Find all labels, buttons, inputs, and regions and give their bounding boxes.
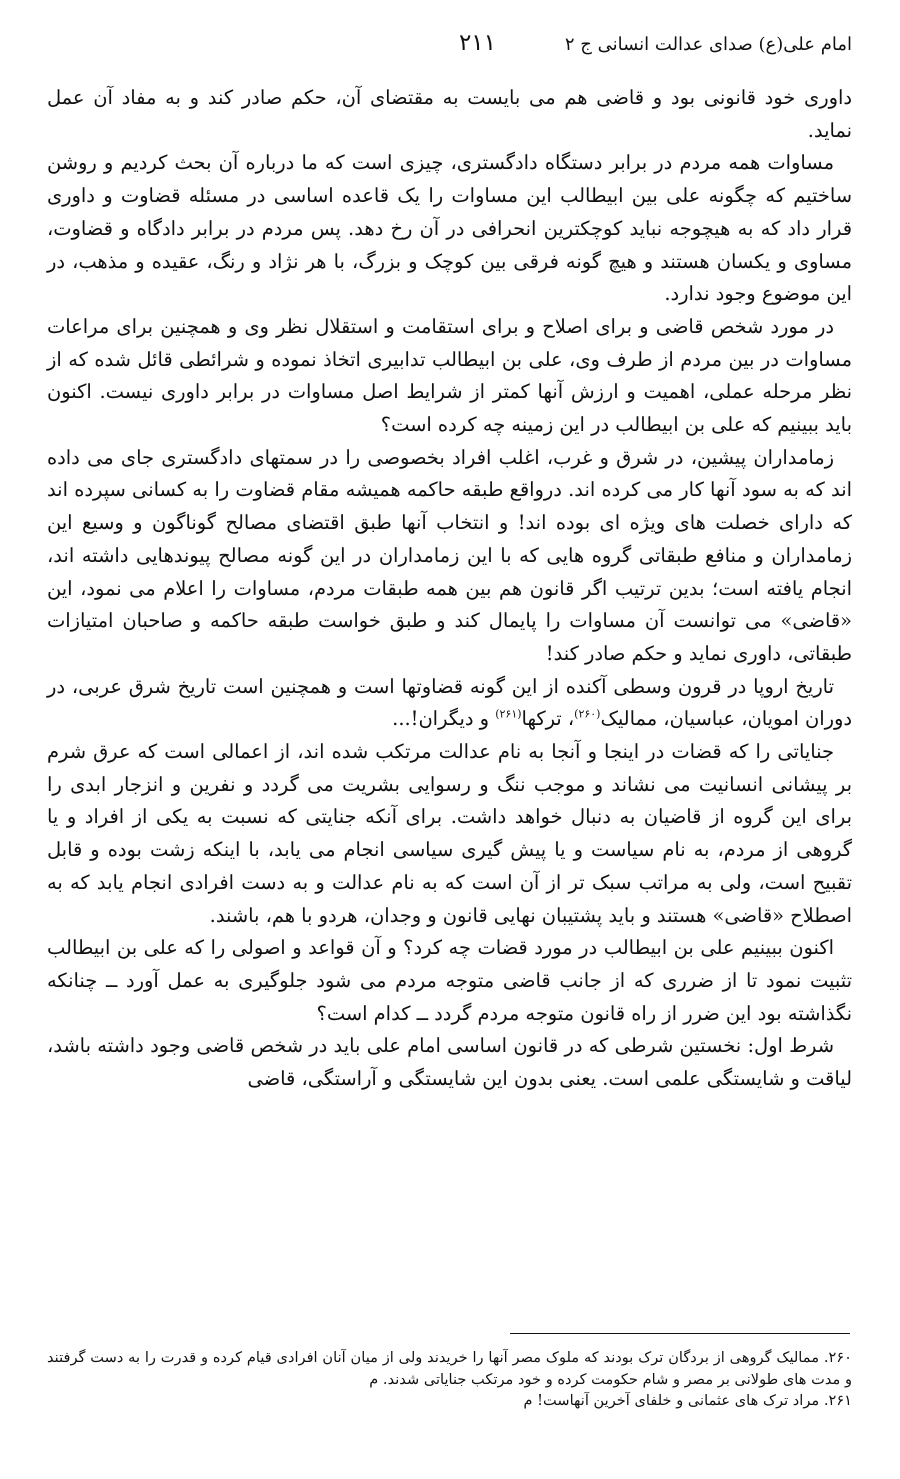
footnote-divider (510, 1333, 850, 1334)
paragraph-5 (47, 671, 852, 736)
paragraph-3: در مورد شخص قاضی و برای اصلاح و برای استقامت و استقلال نظر وی و همچنین برای مراعات مساوات در بین مردم از طرف وی، علی بن ابیطالب تدابیری اتخاذ نموده و شرائطی قائل شده که از نظر مرحله عملی، اهمیت و ارزش آنها کمتر از شرایط اصل مساوات در برابر داوری نیست. اکنون باید ببینیم که علی بن ابیطالب در این زمینه چه کرده است؟ (47, 314, 852, 437)
paragraph-1: داوری خود قانونی بود و قاضی هم می بایست به مقتضای آن، حکم صادر کند و به مفاد آن عمل نماید. (47, 86, 852, 142)
footnote-ref-260[interactable]: (۲۶۰) (574, 707, 601, 721)
page-header (48, 30, 852, 70)
main-text (47, 82, 852, 1096)
footnote-ref-261[interactable]: (۲۶۱) (495, 707, 522, 721)
footnote-260: ۲۶۰. ممالیک گروهی از بردگان ترک بودند که ملوک مصر آنها را خریدند ولی از میان آنان افرادی قیام کرده و قدرت را به دست گرفتند و مدت های طولانی بر مصر و شام حکومت کرده و خود مرتکب جنایاتی شدند. م (47, 1349, 852, 1388)
paragraph-2: مساوات همه مردم در برابر دستگاه دادگستری، چیزی است که ما درباره آن بحث کردیم و روشن ساختیم که چگونه علی بین ابیطالب این مساوات را یک قاعده اساسی در مسئله قضاوت و داوری قرار داد که به هیچوجه نباید کوچکترین انحرافی در آن رخ دهد. پس مردم در برابر دادگاه و قضاوت، مساوی و یکسان هستند و هیچ گونه فرقی بین کوچک و بزرگ، با هر نژاد و رنگ، عقیده و مذهب، در این موضوع وجود ندارد. (47, 151, 852, 306)
paragraph-7: اکنون ببینیم علی بن ابیطالب در مورد قضات چه کرد؟ و آن قواعد و اصولی را که علی بن ابیطالب تثبیت نمود تا از ضرری که از جانب قاضی متوجه مردم می شود جلوگیری به عمل آورد ــ چنانکه نگذاشته بود این ضرر از راه قانون متوجه مردم گردد ــ کدام است؟ (47, 936, 852, 1025)
footnotes (47, 1347, 852, 1412)
footnote-261: ۲۶۱. مراد ترک های عثمانی و خلفای آخرین آنهاست! م (523, 1392, 852, 1409)
page-number: ۲۱۱ (458, 30, 496, 56)
paragraph-5-text-a: تاریخ اروپا در قرون وسطی آکنده از این گونه قضاوتها است و همچنین است تاریخ شرق عربی، در دوران امویان، عباسیان، ممالیک (47, 674, 852, 731)
paragraph-5-text-c: و دیگران!... (392, 707, 496, 731)
paragraph-5-text-b: ، ترکها (521, 707, 575, 731)
paragraph-8: شرط اول: نخستین شرطی که در قانون اساسی امام علی باید در شخص قاضی وجود داشته باشد، لیاقت و شایستگی علمی است. یعنی بدون این شایستگی و آراستگی، قاضی (47, 1034, 852, 1091)
paragraph-4: زمامداران پیشین، در شرق و غرب، اغلب افراد بخصوصی را در سمتهای دادگستری جای می داده اند که به سود آنها کار می کرده اند. درواقع طبقه حاکمه همیشه مقام قضاوت را به کسانی سپرده اند که دارای خصلت های ویژه ای بوده اند! و انتخاب آنها طبق اقتضای مصالح گوناگون و وسیع این زمامداران و منافع طبقاتی گروه هایی که با این زمامداران در این گونه مصالح پیوندهایی داشته اند، انجام یافته است؛ بدین ترتیب اگر قانون هم بین همه طبقات مردم، مساوات را اعلام می نمود، این «قاضی» می توانست آن مساوات را پایمال کند و طبق خواست طبقه حاکمه و صاحبان امتیازات طبقاتی، داوری نماید و حکم صادر کند! (47, 445, 852, 665)
paragraph-6: جنایاتی را که قضات در اینجا و آنجا به نام عدالت مرتکب شده اند، از اعمالی است که عرق شرم بر پیشانی انسانیت می نشاند و موجب ننگ و رسوایی بشریت می گردد و نفرین و انزجار ابدی را برای این گروه از قاضیان به دنبال خواهد داشت. برای آنکه جنایتی که نسبت به یکی از افراد و یا گروهی از مردم، به نام سیاست و یا پیش گیری سیاسی انجام می یابد، با اینکه زشت بوده و قابل تقبیح است، ولی به مراتب سبک تر از آن است که به نام عدالت و به دست افرادی انجام یابد که به اصطلاح «قاضی» هستند و باید پشتیبان نهایی قانون و وجدان، هردو با هم، باشند. (47, 740, 852, 927)
running-title: امام علی(ع) صدای عدالت انسانی ج ۲ (564, 34, 852, 55)
